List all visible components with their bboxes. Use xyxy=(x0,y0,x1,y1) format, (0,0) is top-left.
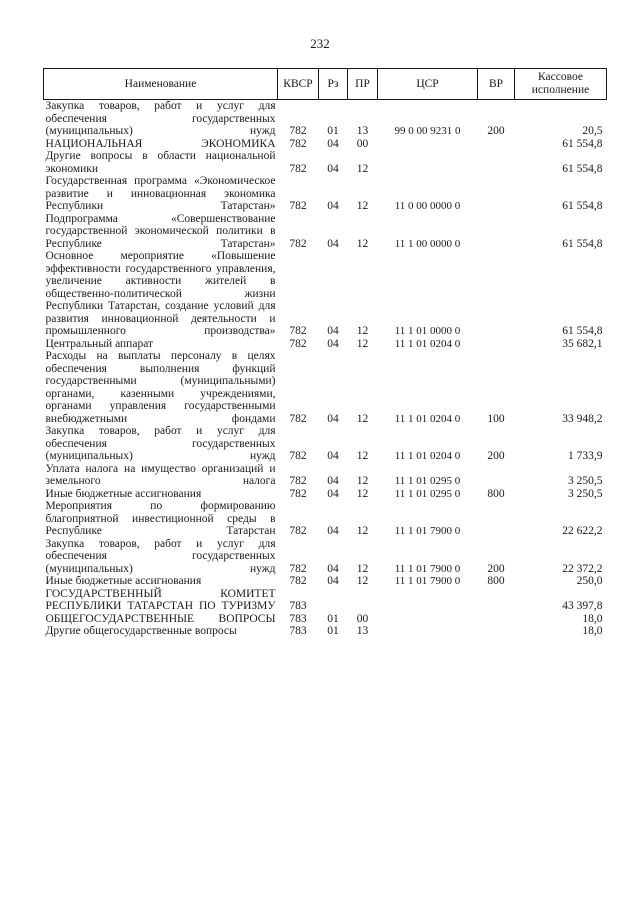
cell-rz: 04 xyxy=(327,487,339,500)
cell-vr: 800 xyxy=(487,575,505,587)
table-header xyxy=(44,69,607,100)
cell-amount: 61 554,8 xyxy=(562,237,603,250)
cell-amount: 18,0 xyxy=(582,612,603,625)
cell-name: Уплата налога на имущество организаций и земельного налога xyxy=(45,462,276,487)
cell-kvsr: 782 xyxy=(289,337,307,350)
cell-name: ГОСУДАРСТВЕННЫЙ КОМИТЕТ РЕСПУБЛИКИ ТАТАРСТАН ПО ТУРИЗМУ xyxy=(45,587,276,612)
cell-rz: 04 xyxy=(327,525,339,537)
cell-kvsr: 782 xyxy=(289,137,307,150)
cell-name: Иные бюджетные ассигнования xyxy=(45,575,202,587)
cell-amount: 61 554,8 xyxy=(562,325,603,337)
table-row xyxy=(44,175,607,213)
cell-kvsr: 782 xyxy=(289,450,307,462)
cell-kvsr: 782 xyxy=(289,237,307,250)
cell-pr xyxy=(348,588,378,613)
cell-vr: 200 xyxy=(487,562,505,575)
cell-csr: 11 0 00 0000 0 xyxy=(394,200,461,212)
cell-name: Закупка товаров, работ и услуг для обеспечения государственных (муниципальных) нужд xyxy=(45,100,276,137)
table-row xyxy=(44,425,607,463)
table-row xyxy=(44,488,607,501)
cell-rz: 04 xyxy=(327,412,339,425)
cell-csr: 11 1 00 0000 0 xyxy=(394,237,461,250)
cell-vr xyxy=(478,625,515,638)
cell-pr: 13 xyxy=(356,125,369,137)
header-vr: ВР xyxy=(478,69,515,100)
cell-csr xyxy=(378,138,478,151)
cell-rz: 01 xyxy=(327,612,339,625)
table-row xyxy=(44,138,607,151)
cell-vr xyxy=(478,213,515,251)
cell-kvsr: 782 xyxy=(289,125,307,137)
budget-execution-table xyxy=(43,68,607,638)
cell-amount: 18,0 xyxy=(582,625,603,637)
cell-name: Расходы на выплаты персоналу в целях обеспечения выполнения функций государственными (муниципальными) органами, казенными учреждениями, органами управления государственными внебюджетными фондами xyxy=(45,350,276,425)
cell-name: Закупка товаров, работ и услуг для обеспечения государственных (муниципальных) нужд xyxy=(45,425,276,462)
cell-vr: 200 xyxy=(487,125,505,137)
header-kvsr: КВСР xyxy=(278,69,319,100)
cell-rz: 04 xyxy=(327,475,339,487)
cell-kvsr: 782 xyxy=(289,412,307,425)
cell-csr: 11 1 01 0000 0 xyxy=(394,325,461,337)
cell-pr: 00 xyxy=(356,137,369,150)
cell-vr xyxy=(478,338,515,351)
cell-rz: 04 xyxy=(327,237,339,250)
cell-pr: 12 xyxy=(356,325,369,337)
header-amount: Кассовое исполнение xyxy=(515,69,607,100)
cell-kvsr: 783 xyxy=(289,612,307,625)
header-name: Наименование xyxy=(44,69,278,100)
cell-pr: 12 xyxy=(356,162,369,175)
cell-amount: 3 250,5 xyxy=(568,487,603,500)
cell-csr: 11 1 01 7900 0 xyxy=(394,525,461,537)
cell-amount: 22 622,2 xyxy=(562,525,603,537)
header-rz: Рз xyxy=(319,69,348,100)
cell-kvsr: 782 xyxy=(289,575,307,587)
cell-name: Подпрограмма «Совершенствование государственной экономической политики в Республике Татарстан» xyxy=(45,212,276,250)
cell-name: Другие вопросы в области национальной экономики xyxy=(45,150,276,175)
table-row xyxy=(44,250,607,338)
cell-vr xyxy=(478,500,515,538)
table-row xyxy=(44,613,607,626)
table-row xyxy=(44,588,607,613)
cell-kvsr: 782 xyxy=(289,162,307,175)
cell-amount: 43 397,8 xyxy=(562,600,603,612)
cell-name: Государственная программа «Экономическое развитие и инновационная экономика Республики Татарстан» xyxy=(45,175,276,212)
cell-pr: 12 xyxy=(356,200,369,212)
cell-pr: 12 xyxy=(356,337,369,350)
cell-name: Центральный аппарат xyxy=(45,337,154,350)
table-row xyxy=(44,213,607,251)
cell-csr: 11 1 01 0204 0 xyxy=(394,412,461,425)
cell-vr xyxy=(478,175,515,213)
cell-csr: 99 0 00 9231 0 xyxy=(394,125,461,137)
table-row xyxy=(44,350,607,425)
table-row xyxy=(44,538,607,576)
cell-kvsr: 783 xyxy=(289,625,307,637)
cell-kvsr: 782 xyxy=(289,562,307,575)
header-pr: ПР xyxy=(348,69,378,100)
cell-vr xyxy=(478,250,515,338)
cell-pr: 12 xyxy=(356,562,369,575)
cell-pr: 12 xyxy=(356,525,369,537)
table-body xyxy=(44,100,607,638)
table-row xyxy=(44,100,607,138)
cell-vr: 200 xyxy=(487,450,505,462)
cell-rz: 04 xyxy=(327,162,339,175)
table-row xyxy=(44,338,607,351)
cell-vr: 800 xyxy=(487,487,505,500)
cell-name: Основное мероприятие «Повышение эффективности государственного управления, увеличение активности жителей в общественно-политической жизни Республики Татарстан, создание условий для развития инновационной деятельности и промышленного производства» xyxy=(45,250,276,337)
header-csr: ЦСР xyxy=(378,69,478,100)
cell-amount: 3 250,5 xyxy=(568,475,603,487)
cell-kvsr: 782 xyxy=(289,525,307,537)
page-number: 232 xyxy=(310,36,330,51)
cell-csr xyxy=(378,150,478,175)
header-row xyxy=(44,69,607,100)
cell-pr: 12 xyxy=(356,487,369,500)
cell-amount: 22 372,2 xyxy=(562,562,603,575)
cell-rz: 01 xyxy=(327,125,339,137)
cell-rz: 04 xyxy=(327,137,339,150)
cell-kvsr: 782 xyxy=(289,200,307,212)
cell-rz: 04 xyxy=(327,562,339,575)
cell-amount: 33 948,2 xyxy=(562,412,603,425)
cell-name: Мероприятия по формированию благоприятной инвестиционной среды в Республике Татарстан xyxy=(45,500,276,537)
cell-name: Другие общегосударственные вопросы xyxy=(45,625,237,637)
cell-name: Закупка товаров, работ и услуг для обеспечения государственных (муниципальных) нужд xyxy=(45,537,276,575)
cell-csr: 11 1 01 0204 0 xyxy=(394,450,461,462)
cell-kvsr: 782 xyxy=(289,475,307,487)
cell-amount: 61 554,8 xyxy=(562,200,603,212)
cell-rz: 04 xyxy=(327,337,339,350)
cell-kvsr: 782 xyxy=(289,487,307,500)
cell-rz: 04 xyxy=(327,200,339,212)
cell-amount: 35 682,1 xyxy=(562,337,603,350)
cell-csr xyxy=(378,625,478,638)
cell-rz: 04 xyxy=(327,450,339,462)
table-row xyxy=(44,625,607,638)
cell-pr: 12 xyxy=(356,412,369,425)
cell-vr xyxy=(478,588,515,613)
cell-name: ОБЩЕГОСУДАРСТВЕННЫЕ ВОПРОСЫ xyxy=(45,612,276,625)
cell-amount: 61 554,8 xyxy=(562,162,603,175)
cell-kvsr: 783 xyxy=(289,600,307,612)
cell-csr: 11 1 01 7900 0 xyxy=(394,562,461,575)
cell-csr: 11 1 01 0295 0 xyxy=(394,487,461,500)
table-row xyxy=(44,575,607,588)
table-row xyxy=(44,463,607,488)
cell-pr: 00 xyxy=(356,612,369,625)
cell-pr: 12 xyxy=(356,475,369,487)
cell-csr: 11 1 01 7900 0 xyxy=(394,575,461,587)
cell-kvsr: 782 xyxy=(289,325,307,337)
cell-rz: 01 xyxy=(327,625,339,637)
cell-name: НАЦИОНАЛЬНАЯ ЭКОНОМИКА xyxy=(45,137,276,150)
table-row xyxy=(44,500,607,538)
cell-rz: 04 xyxy=(327,575,339,587)
cell-pr: 13 xyxy=(356,625,369,637)
cell-vr xyxy=(478,613,515,626)
cell-pr: 12 xyxy=(356,575,369,587)
cell-rz: 04 xyxy=(327,325,339,337)
cell-rz xyxy=(319,588,348,613)
cell-csr: 11 1 01 0204 0 xyxy=(394,337,461,350)
cell-pr: 12 xyxy=(356,450,369,462)
cell-name: Иные бюджетные ассигнования xyxy=(45,487,202,500)
cell-vr xyxy=(478,150,515,175)
cell-amount: 250,0 xyxy=(576,575,603,587)
cell-pr: 12 xyxy=(356,237,369,250)
cell-vr xyxy=(478,138,515,151)
cell-amount: 1 733,9 xyxy=(568,450,603,462)
cell-vr xyxy=(478,463,515,488)
cell-csr: 11 1 01 0295 0 xyxy=(394,475,461,487)
table-row xyxy=(44,150,607,175)
cell-amount: 61 554,8 xyxy=(562,137,603,150)
cell-amount: 20,5 xyxy=(582,125,603,137)
cell-vr: 100 xyxy=(487,412,505,425)
cell-csr xyxy=(378,588,478,613)
cell-csr xyxy=(378,613,478,626)
